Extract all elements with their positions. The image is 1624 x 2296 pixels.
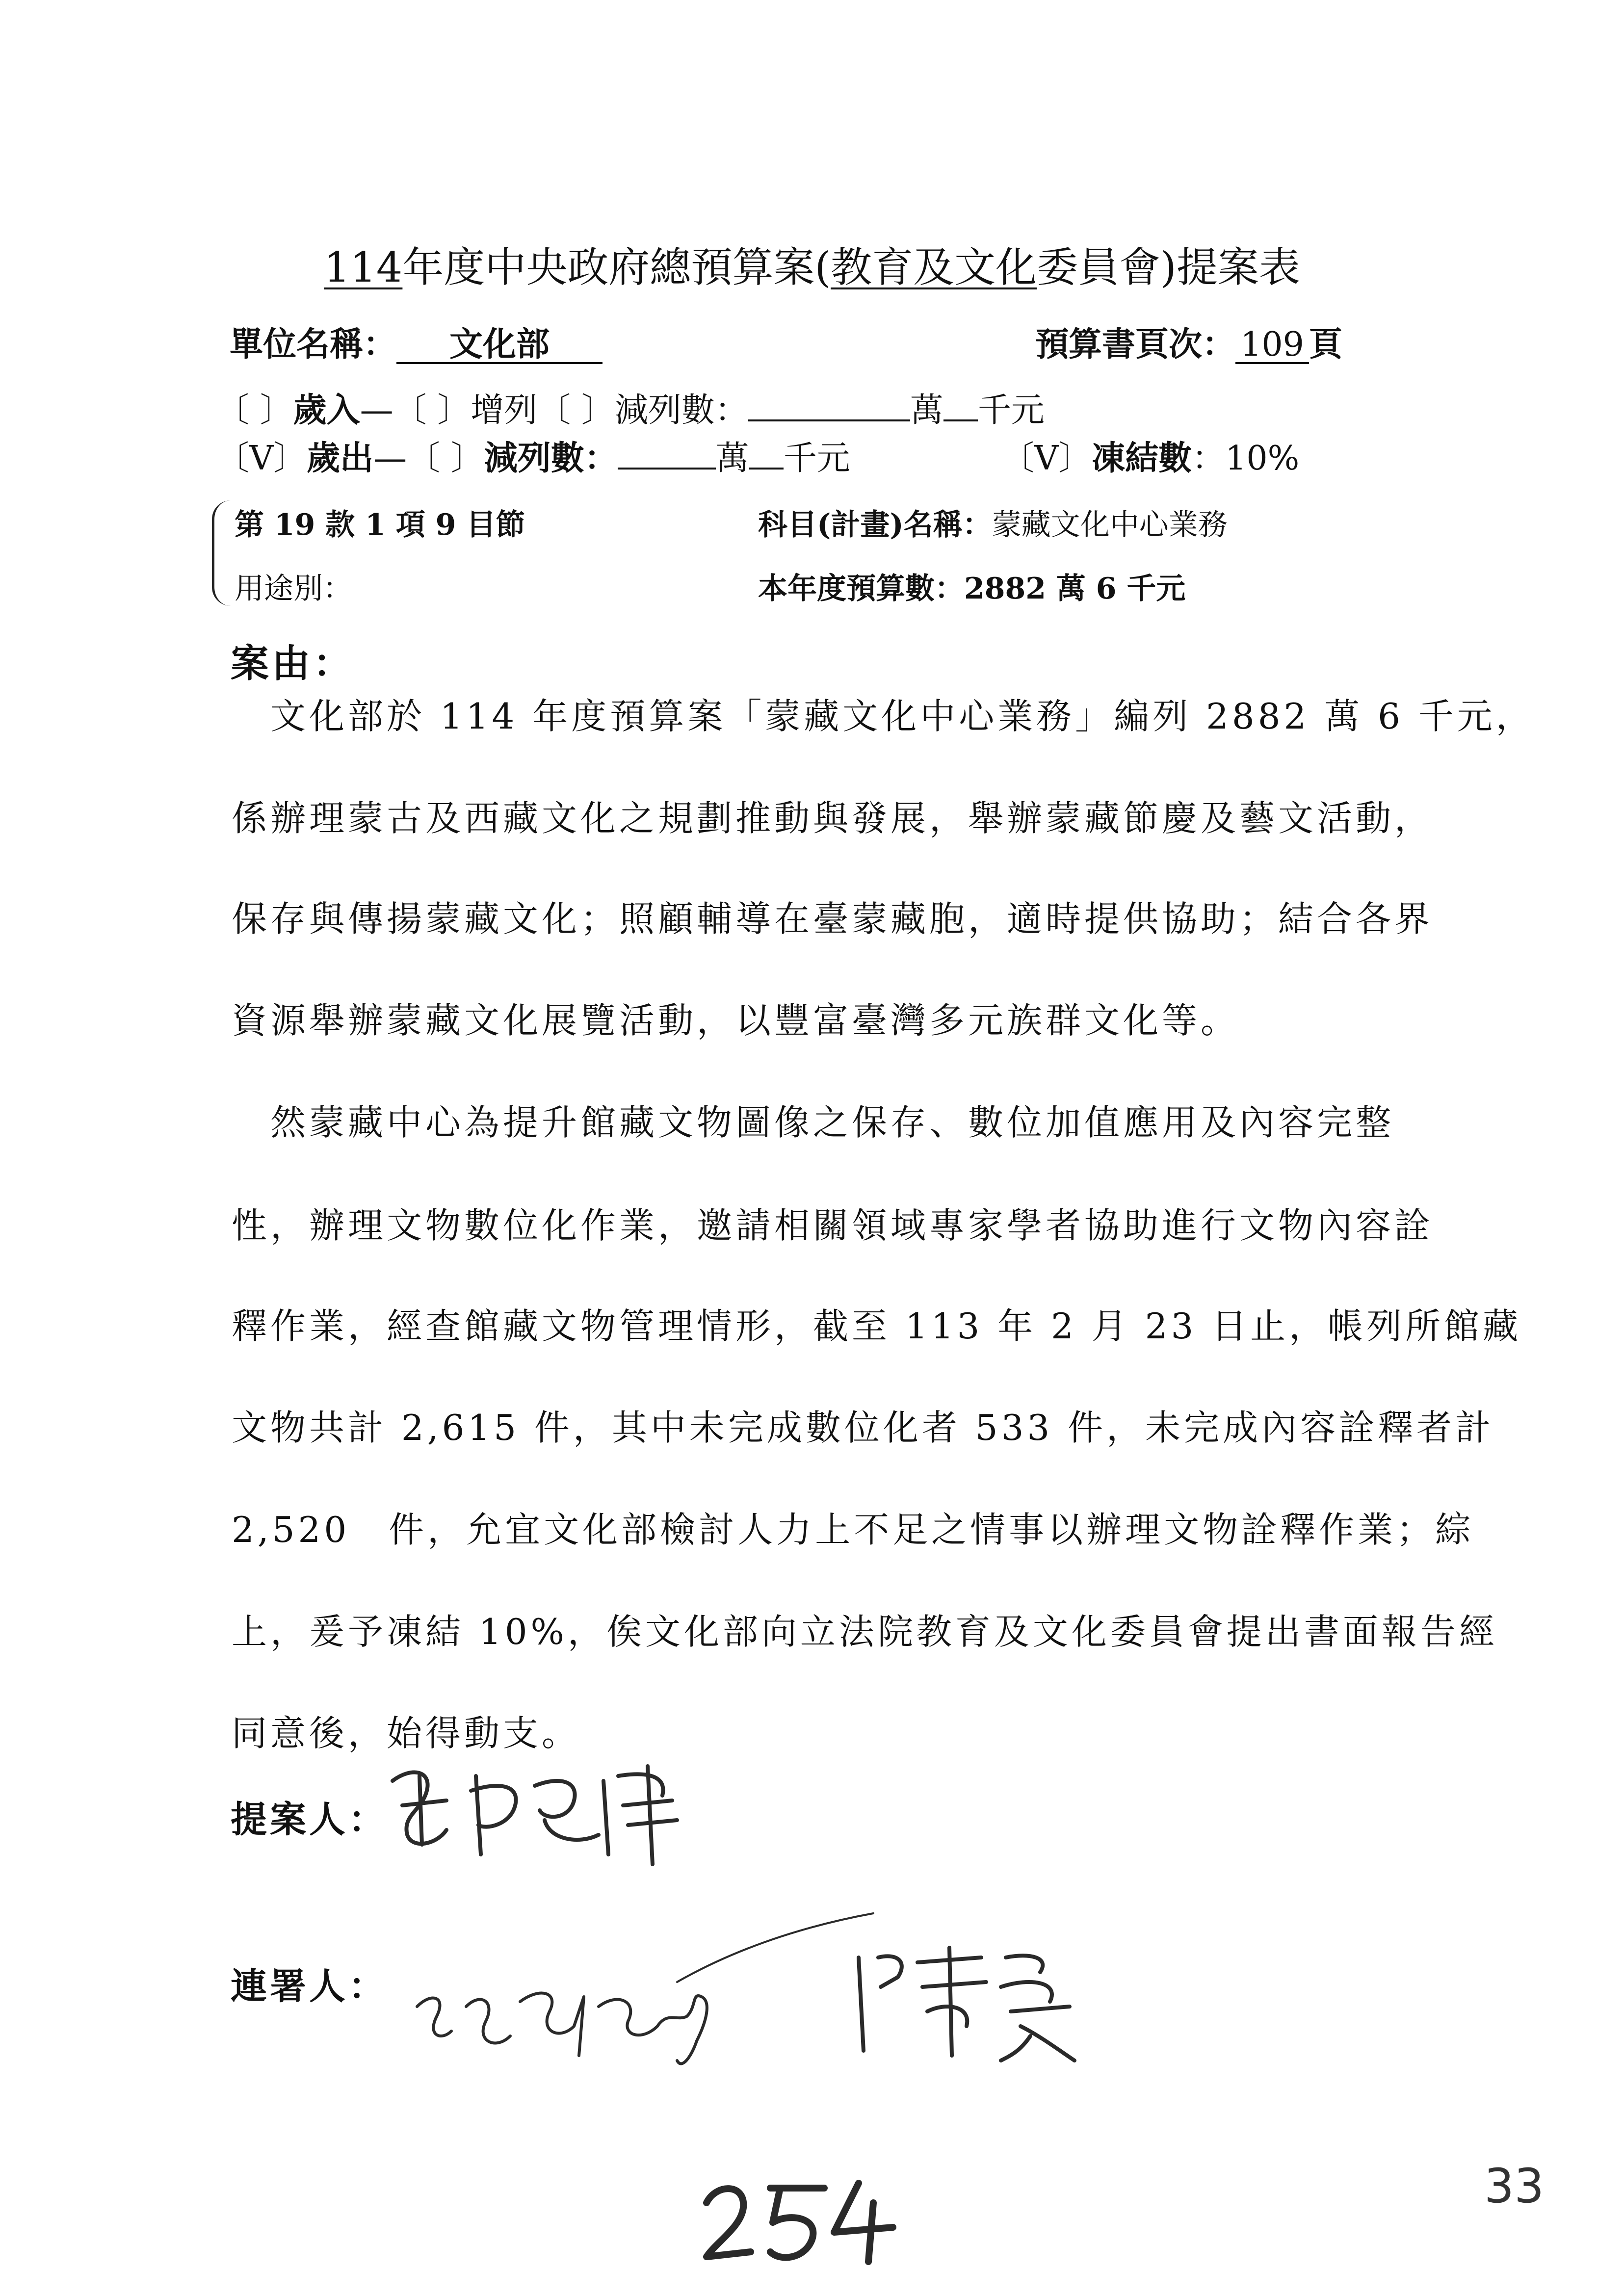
revenue-checkbox: 〔 〕 [216, 391, 293, 430]
handwritten-number-icon [697, 2168, 903, 2269]
proposer-signature-icon [373, 1747, 716, 1876]
page-suffix: 頁 [1309, 325, 1343, 364]
section-brace [212, 500, 234, 606]
title-mid: 年度中央政府總預算案( [402, 243, 831, 291]
reason-line: 釋作業，經查館藏文物管理情形，截至 113 年 2 月 23 日止，帳列所館藏 [232, 1305, 1522, 1347]
title-committee: 教育及文化 [831, 243, 1037, 291]
expense-mid: —〔 〕 [373, 439, 484, 478]
reason-line: 性，辦理文物數位化作業，邀請相關領域專家學者協助進行文物內容詮 [232, 1205, 1434, 1246]
expense-reduce-label: 減列數： [484, 439, 618, 478]
revenue-label: 歲入 [293, 391, 360, 430]
title-end: 委員會)提案表 [1037, 243, 1300, 291]
subject-label: 科目(計畫)名稱： [758, 508, 992, 542]
reason-line: 保存與傳揚蒙藏文化；照顧輔導在臺蒙藏胞，適時提供協助；結合各界 [232, 898, 1434, 939]
freeze-label: 凍結數 [1092, 439, 1192, 478]
reason-line: 文化部於 114 年度預算案「蒙藏文化中心業務」編列 2882 萬 6 千元， [232, 696, 1535, 737]
section-ref: 第 19 款 1 項 9 目節 [235, 508, 525, 542]
usage-label: 用途別： [235, 572, 352, 606]
reason-line: 2,520 件，允宜文化部檢討人力上不足之情事以辦理文物詮釋作業；綜 [232, 1509, 1474, 1550]
page-label: 預算書頁次： [1035, 325, 1236, 364]
cosigner-signature-icon-2 [844, 1938, 1119, 2067]
expense-unit1: 萬 [715, 439, 749, 478]
reason-line: 同意後，始得動支。 [232, 1713, 581, 1754]
proposer-label: 提案人： [231, 1799, 388, 1841]
page-number: 33 [1484, 2159, 1545, 2214]
revenue-rest: —〔 〕增列〔 〕減列數： [360, 391, 748, 430]
reason-line: 文物共計 2,615 件，其中未完成數位化者 533 件，未完成內容詮釋者計 [232, 1407, 1494, 1448]
budget-value: 2882 萬 6 千元 [964, 572, 1186, 606]
unit-value: 文化部 [396, 327, 602, 364]
reason-line: 上，爰予凍結 10%，俟文化部向立法院教育及文化委員會提出書面報告經 [232, 1611, 1498, 1652]
freeze-checkbox: 〔V〕 [1001, 439, 1092, 478]
expense-label: 歲出 [307, 439, 374, 478]
unit-label: 單位名稱： [230, 325, 397, 364]
page-value: 109 [1235, 327, 1309, 364]
revenue-unit1: 萬 [910, 391, 943, 430]
reason-heading: 案由： [231, 641, 355, 686]
cosigner-label: 連署人： [231, 1965, 388, 2008]
reason-line: 係辦理蒙古及西藏文化之規劃推動與發展，舉辦蒙藏節慶及藝文活動， [232, 798, 1434, 839]
revenue-unit2: 千元 [977, 391, 1045, 430]
subject-value: 蒙藏文化中心業務 [992, 508, 1228, 542]
cosigner-signature-icon-1 [402, 1894, 893, 2082]
expense-checkbox: 〔V〕 [216, 439, 307, 478]
title-year: 114 [324, 243, 403, 291]
reason-line: 然蒙藏中心為提升館藏文物圖像之保存、數位加值應用及內容完整 [232, 1102, 1395, 1143]
expense-unit2: 千元 [783, 439, 850, 478]
freeze-value: ：10% [1192, 439, 1300, 478]
reason-line: 資源舉辦蒙藏文化展覽活動，以豐富臺灣多元族群文化等。 [232, 1000, 1240, 1041]
budget-label: 本年度預算數： [758, 572, 964, 606]
